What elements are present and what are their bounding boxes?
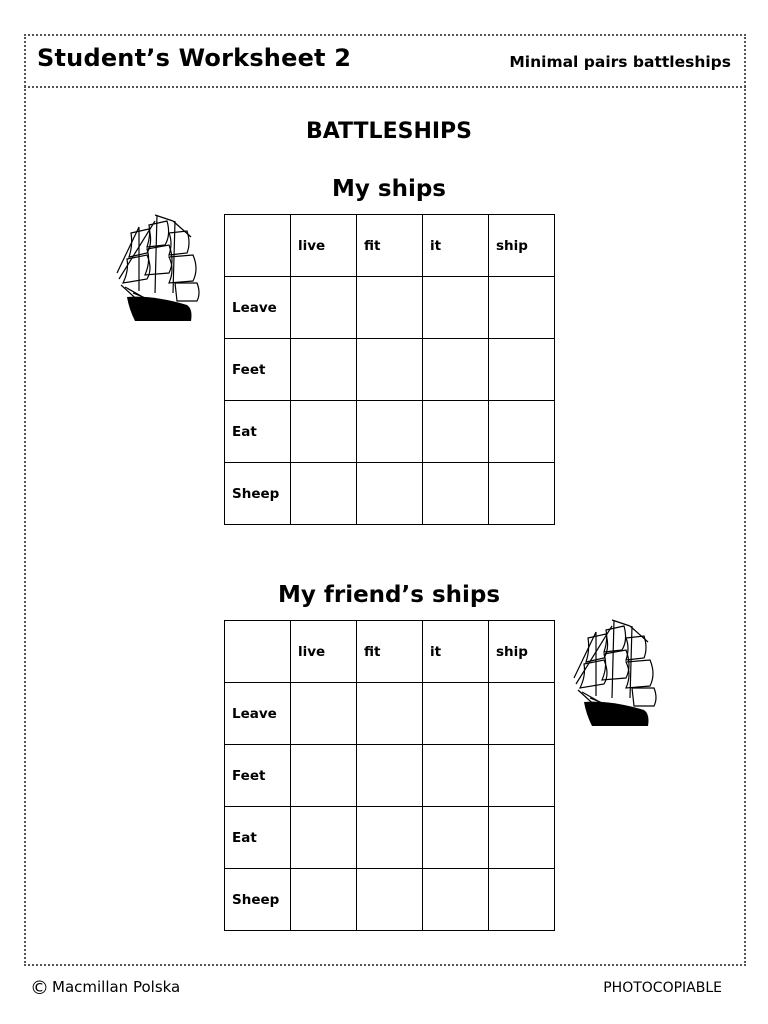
grid-cell[interactable] [489,401,555,463]
grid-cell[interactable] [357,401,423,463]
grid-cell[interactable] [291,339,357,401]
grid-cell[interactable] [489,869,555,931]
row-header: Eat [225,807,291,869]
grid-cell[interactable] [357,745,423,807]
row-header: Leave [225,683,291,745]
grid-cell[interactable] [357,463,423,525]
copyright-icon: © [30,977,49,999]
column-header: fit [357,621,423,683]
grid-row [225,869,555,931]
grid-cell[interactable] [423,401,489,463]
grid-cell[interactable] [423,339,489,401]
row-header: Eat [225,401,291,463]
grid-row [225,339,555,401]
grid-cell[interactable] [291,463,357,525]
grid-row [225,683,555,745]
grid-cell[interactable] [489,683,555,745]
grid-cell[interactable] [423,277,489,339]
my-ships-title: My ships [332,176,446,202]
grid-cell[interactable] [489,277,555,339]
column-header: live [291,215,357,277]
column-header: ship [489,215,555,277]
grid-cell[interactable] [423,463,489,525]
grid-cell[interactable] [357,807,423,869]
grid-cell[interactable] [291,807,357,869]
grid-cell[interactable] [357,869,423,931]
photocopiable-note: PHOTOCOPIABLE [603,980,722,996]
row-header: Sheep [225,463,291,525]
grid-cell[interactable] [423,869,489,931]
publisher-name: Macmillan Polska [52,978,181,996]
row-header: Leave [225,277,291,339]
page-title: BATTLESHIPS [305,119,473,144]
grid-header-row [225,215,555,277]
grid-row [225,807,555,869]
worksheet-subtitle: Minimal pairs battleships [509,53,731,71]
grid-cell[interactable] [423,807,489,869]
grid-cell[interactable] [489,339,555,401]
grid-cell[interactable] [489,745,555,807]
column-header: ship [489,621,555,683]
grid-cell[interactable] [423,683,489,745]
grid-row [225,277,555,339]
grid-row [225,745,555,807]
grid-cell[interactable] [357,277,423,339]
grid-cell[interactable] [489,807,555,869]
my-ships-grid [224,214,555,525]
grid-cell[interactable] [291,869,357,931]
footer-copyright [30,977,180,999]
grid-cell[interactable] [489,463,555,525]
row-header: Feet [225,745,291,807]
column-header: live [291,621,357,683]
sailing-ship-icon [570,618,662,728]
grid-row [225,401,555,463]
row-header: Feet [225,339,291,401]
grid-cell[interactable] [357,683,423,745]
sailing-ship-icon [113,213,205,323]
grid-header-row [225,621,555,683]
row-header: Sheep [225,869,291,931]
header-divider [24,86,746,88]
worksheet-title: Student’s Worksheet 2 [37,44,352,72]
grid-cell[interactable] [291,745,357,807]
column-header: fit [357,215,423,277]
column-header: it [423,621,489,683]
friends-ships-title: My friend’s ships [277,582,501,608]
grid-cell[interactable] [291,401,357,463]
grid-cell[interactable] [357,339,423,401]
grid-row [225,463,555,525]
grid-cell[interactable] [291,277,357,339]
column-header: it [423,215,489,277]
grid-cell[interactable] [423,745,489,807]
friends-ships-grid [224,620,555,931]
grid-corner-cell [225,621,291,683]
grid-cell[interactable] [291,683,357,745]
grid-corner-cell [225,215,291,277]
